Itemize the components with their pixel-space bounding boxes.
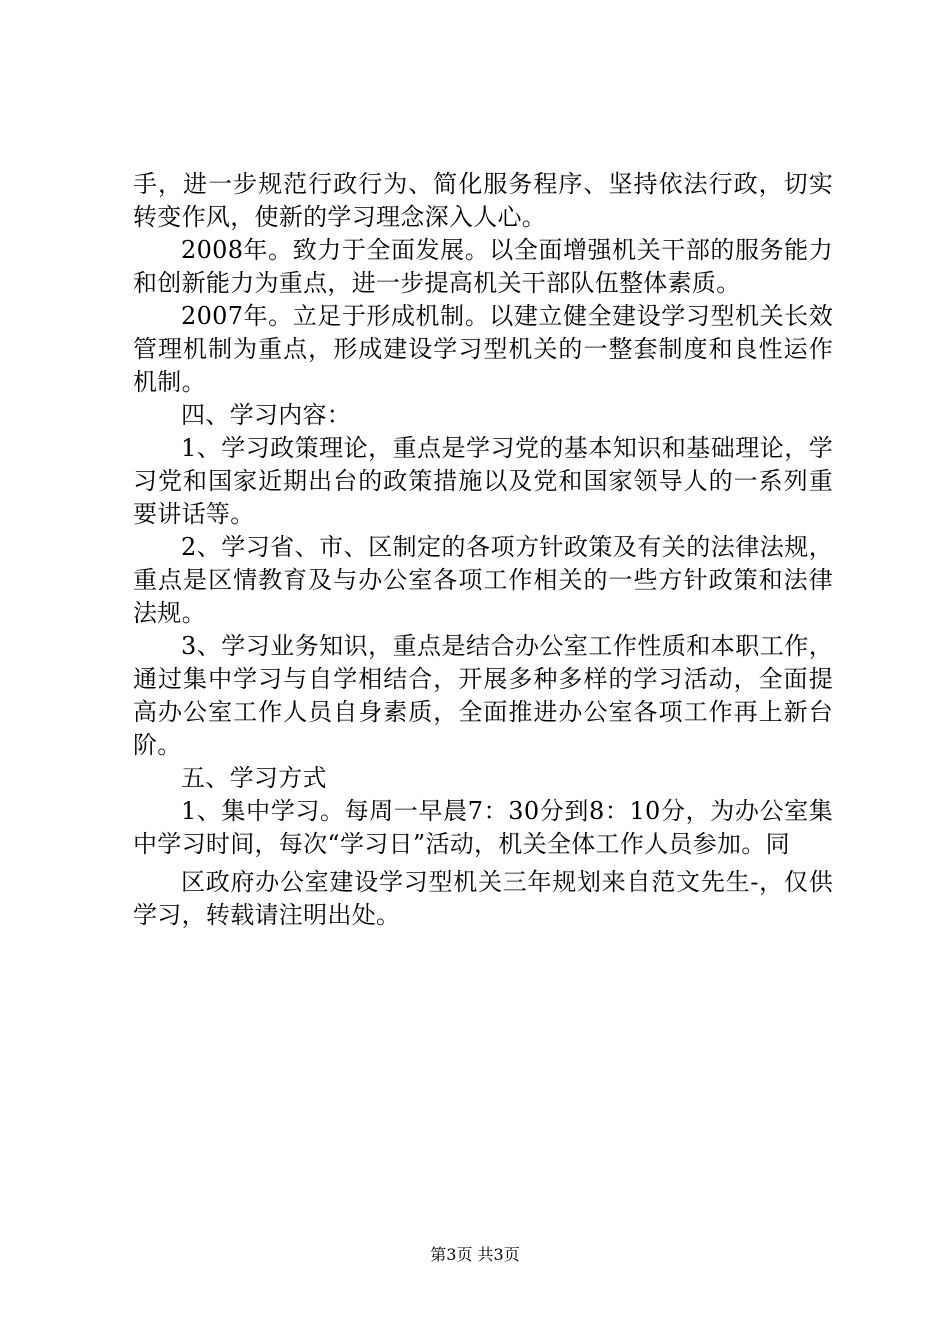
paragraph-study-item-3: 3、学习业务知识，重点是结合办公室工作性质和本职工作，通过集中学习与自学相结合，开展多种多样的学习活动，全面提高办公室工作人员自身素质，全面推进办公室各项工作再上新台阶。 — [133, 632, 833, 759]
section-heading-study-method: 五、学习方式 — [181, 764, 327, 792]
page-footer: 第3页 共3页 — [430, 1245, 520, 1264]
document-body — [133, 168, 833, 932]
paragraph-source-note: 区政府办公室建设学习型机关三年规划来自范文先生-，仅供学习，转载请注明出处。 — [133, 868, 833, 929]
paragraph-3: 2007年。立足于形成机制。以建立健全建设学习型机关长效管理机制为重点，形成建设学习型机关的一整套制度和良性运作机制。 — [133, 302, 833, 396]
paragraph-1: 手，进一步规范行政行为、简化服务程序、坚持依法行政，切实转变作风，使新的学习理念深入人心。 — [133, 170, 833, 231]
section-heading-study-content: 四、学习内容： — [181, 401, 352, 429]
paragraph-study-item-2: 2、学习省、市、区制定的各项方针政策及有关的法律法规，重点是区情教育及与办公室各项工作相关的一些方针政策和法律法规。 — [133, 533, 833, 627]
paragraph-study-item-1: 1、学习政策理论，重点是学习党的基本知识和基础理论，学习党和国家近期出台的政策措施以及党和国家领导人的一系列重要讲话等。 — [133, 434, 833, 528]
paragraph-method-item-1: 1、集中学习。每周一早晨7：30分到8：10分，为办公室集中学习时间，每次“学习日”活动，机关全体工作人员参加。同 — [133, 797, 833, 858]
paragraph-2: 2008年。致力于全面发展。以全面增强机关干部的服务能力和创新能力为重点，进一步提高机关干部队伍整体素质。 — [133, 236, 833, 297]
